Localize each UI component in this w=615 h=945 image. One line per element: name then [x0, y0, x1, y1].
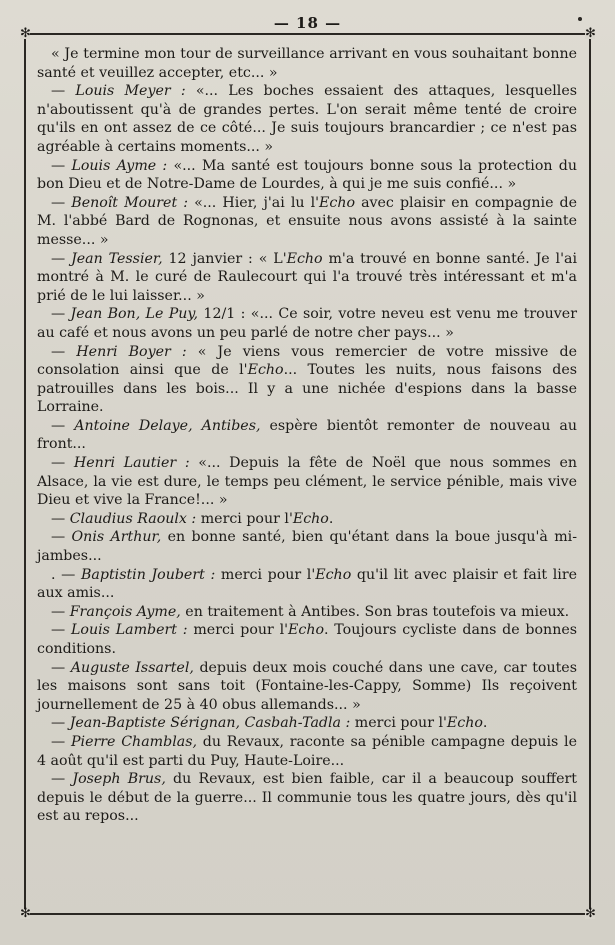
- soldier-name: Louis Ayme :: [71, 157, 168, 174]
- letter-text: 12/1 : «... Ce soir, votre neveu est venu me trouver au café et nous avons un peu parlé de notre cher pays... »: [37, 306, 577, 341]
- echo-title: Echo: [288, 622, 325, 639]
- dash: —: [51, 417, 75, 434]
- paragraph-letter: [37, 714, 577, 733]
- letter-text: . Toujours cycliste dans de bonnes conditions.: [37, 622, 578, 657]
- dash: —: [51, 771, 73, 788]
- echo-title: Echo: [286, 250, 323, 267]
- dash: —: [51, 715, 70, 732]
- soldier-name: Jean Tessier,: [71, 250, 163, 267]
- letter-text: ... Toutes les nuits, nous faisons des patrouilles dans les bois... Il y a une nichée d'espions dans la basse Lorraine.: [37, 362, 577, 416]
- paragraph-letter: [37, 659, 577, 715]
- echo-title: Echo: [319, 194, 355, 211]
- echo-title: Echo: [315, 566, 352, 583]
- echo-title: Echo: [247, 362, 284, 379]
- letter-text: espère bientôt remonter de nouveau au front...: [37, 417, 578, 453]
- letter-text: «... Ma santé est toujours bonne sous la protection du bon Dieu et de Notre-Dame de Lourdes, à qui je me suis confié... »: [37, 157, 577, 193]
- dash: —: [51, 83, 76, 100]
- corner-ornament-icon: ✻: [585, 906, 596, 921]
- soldier-name: Antoine Delaye, Antibes,: [74, 417, 261, 434]
- letters-column: [37, 45, 577, 826]
- paragraph-letter: [37, 528, 577, 565]
- letter-text-before: merci pour l': [215, 566, 316, 583]
- dash: —: [51, 622, 71, 639]
- soldier-name: Claudius Raoulx :: [69, 510, 197, 527]
- soldier-name: Louis Lambert :: [70, 622, 188, 639]
- echo-title: Echo: [292, 510, 329, 527]
- dash: —: [51, 194, 72, 211]
- letter-text: en traitement à Antibes. Son bras toutefois va mieux.: [180, 603, 570, 620]
- letter-text-before: « Je viens vous remercier de votre missive de consolation ainsi que de l': [37, 343, 578, 379]
- letter-text: avec plaisir en compagnie de M. l'abbé Bard de Rognonas, et ensuite nous avons assisté à la sainte messe... »: [37, 194, 578, 248]
- letter-text: depuis deux mois couché dans une cave, car toutes les maisons sont sans toit (Fontaine-les-Cappy, Somme) Ils reçoivent journellement de 25 à 40 obus allemands... »: [37, 659, 577, 713]
- soldier-name: Louis Meyer :: [75, 83, 186, 100]
- soldier-name: Jean-Baptiste Sérignan, Casbah-Tadla :: [69, 715, 351, 732]
- paragraph-text: « Je termine mon tour de surveillance arrivant en vous souhaitant bonne santé et veuillez accepter, etc... »: [37, 46, 577, 81]
- paragraph-letter: [37, 770, 577, 826]
- ink-dot: [578, 17, 582, 21]
- dash: —: [51, 603, 70, 620]
- soldier-name: Benoît Mouret :: [71, 194, 189, 211]
- soldier-name: Pierre Chamblas,: [70, 733, 197, 750]
- paragraph-letter: [37, 305, 577, 342]
- page-number: — 18 —: [273, 14, 342, 32]
- corner-ornament-icon: ✻: [20, 26, 31, 41]
- paragraph-letter: [37, 194, 577, 250]
- dash: —: [51, 157, 72, 174]
- letter-text-before: 12 janvier : « L': [162, 250, 287, 267]
- letter-text-before: merci pour l': [196, 510, 293, 527]
- soldier-name: Henri Lautier :: [73, 455, 190, 472]
- paragraph-letter: [37, 621, 577, 658]
- letter-text: «... Les boches essaient des attaques, lesquelles n'aboutissent qu'à de grandes pertes. L'on serait même tenté de croire qu'ils en ont assez de ce côté... Je suis toujours brancardier ; ce n'est pas agréable à certains moments... »: [37, 83, 578, 155]
- letter-text: du Revaux, raconte sa pénible campagne depuis le 4 août qu'il est parti du Puy, Haute-Loire...: [37, 733, 577, 769]
- frame-top-rule: [24, 33, 591, 35]
- paragraph-letter: [37, 733, 577, 770]
- letter-text-before: «... Hier, j'ai lu l': [188, 194, 320, 211]
- dash: —: [51, 510, 70, 527]
- letter-text: m'a trouvé en bonne santé. Je l'ai montré à M. le curé de Raulecourt qui l'a trouvé très intéressant et m'a prié de le lui laisser... »: [37, 250, 577, 304]
- frame-left-rule: [24, 34, 26, 914]
- soldier-name: François Ayme,: [69, 603, 181, 620]
- paragraph-letter: [37, 603, 577, 622]
- paragraph-letter: [37, 417, 577, 454]
- letter-text: du Revaux, est bien faible, car il a beaucoup souffert depuis le début de la guerre... Il communie tous les quatre jours, dès qu'il est au repos...: [37, 771, 577, 825]
- dash: —: [51, 733, 71, 750]
- letter-text-before: merci pour l': [350, 715, 447, 732]
- corner-ornament-icon: ✻: [585, 26, 596, 41]
- dash: —: [51, 250, 72, 267]
- soldier-name: Joseph Brus,: [72, 771, 166, 788]
- paragraph-letter: [37, 566, 577, 603]
- soldier-name: Jean Bon, Le Puy,: [70, 306, 199, 323]
- soldier-name: Onis Arthur,: [71, 529, 162, 546]
- letter-text: en bonne santé, bien qu'étant dans la boue jusqu'à mi-jambes...: [37, 529, 578, 565]
- corner-ornament-icon: ✻: [20, 906, 31, 921]
- letter-text: .: [482, 715, 488, 732]
- soldier-name: Henri Boyer :: [76, 343, 187, 360]
- dash: —: [51, 343, 77, 360]
- paragraph-letter: [37, 157, 577, 194]
- dash: —: [51, 306, 71, 323]
- letter-text-before: merci pour l': [187, 622, 289, 639]
- echo-title: Echo: [446, 715, 483, 732]
- dash: . —: [51, 566, 81, 583]
- soldier-name: Baptistin Joubert :: [80, 566, 216, 583]
- soldier-name: Auguste Issartel,: [70, 659, 194, 676]
- letter-text: qu'il lit avec plaisir et fait lire aux amis...: [37, 566, 578, 602]
- dash: —: [51, 659, 71, 676]
- frame-bottom-rule: [24, 913, 591, 915]
- letter-text: «... Depuis la fête de Noël que nous sommes en Alsace, la vie est dure, le temps peu clément, le service pénible, mais vive Dieu et vive la France!... »: [37, 455, 577, 509]
- paragraph-letter: [37, 510, 577, 529]
- dash: —: [51, 529, 72, 546]
- paragraph-letter: [37, 343, 577, 417]
- letter-text: .: [328, 510, 334, 527]
- frame-right-rule: [589, 34, 591, 914]
- paragraph-letter: [37, 454, 577, 510]
- paragraph-letter: [37, 250, 577, 306]
- paragraph-intro: [37, 45, 577, 82]
- dash: —: [51, 455, 74, 472]
- paragraph-letter: [37, 82, 577, 156]
